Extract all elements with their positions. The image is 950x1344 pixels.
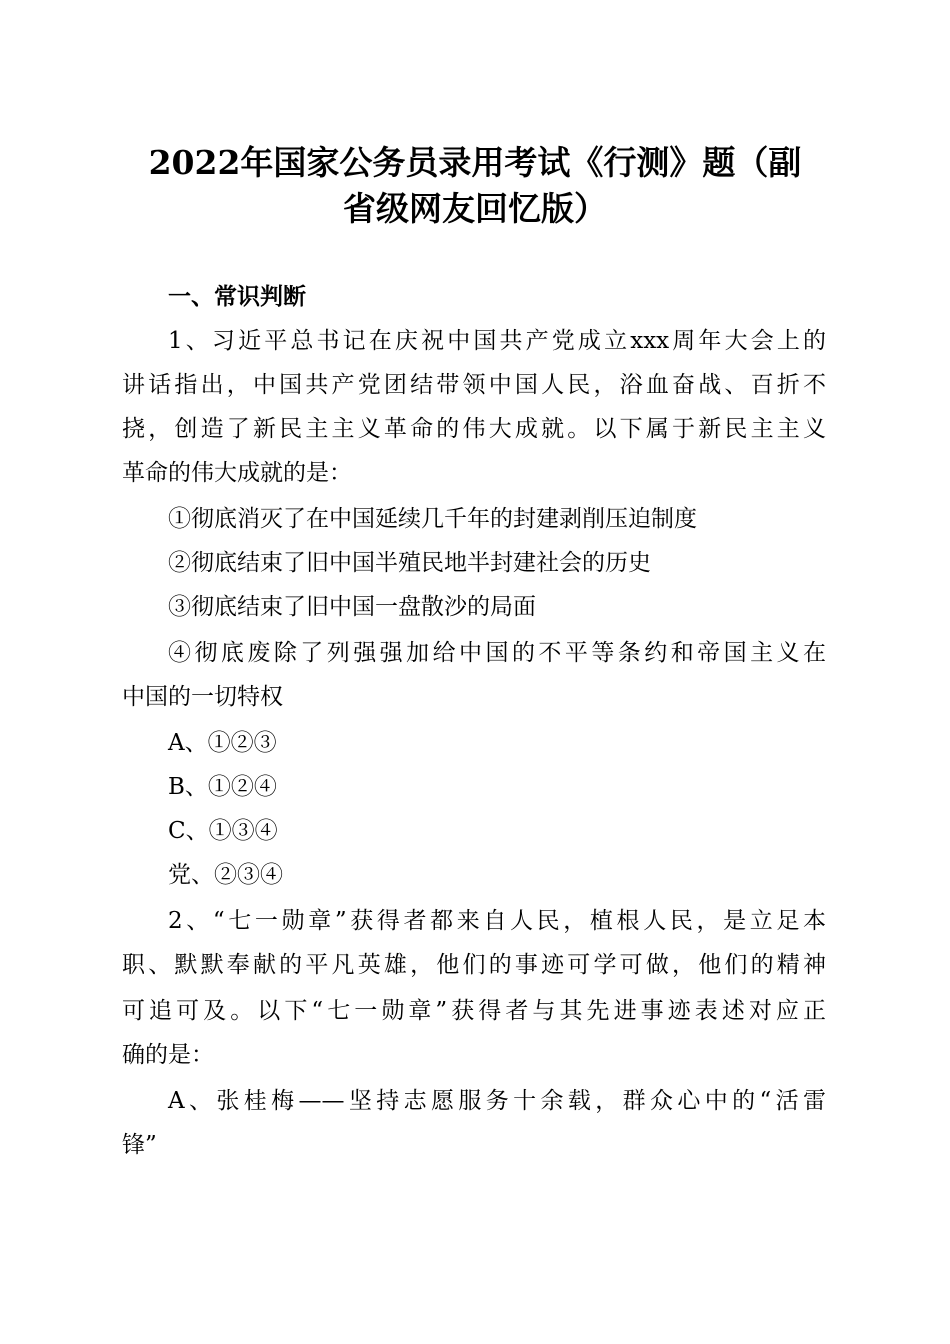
- question-2-text-line-3: 可追可及。以下“七一勋章”获得者与其先进事迹表述对应正: [122, 998, 826, 1024]
- question-1-text-line-3: 挠，创造了新民主主义革命的伟大成就。以下属于新民主主义: [122, 416, 826, 442]
- question-2-option-a-line-2: 锋”: [122, 1132, 157, 1158]
- document-title-line-1: 2022年国家公务员录用考试《行测》题（副: [148, 143, 802, 182]
- question-1-statement-3: ③彻底结束了旧中国一盘散沙的局面: [168, 594, 536, 620]
- question-1-statement-1: ①彻底消灭了在中国延续几千年的封建剥削压迫制度: [168, 506, 697, 532]
- question-1-option-b: B、①②④: [168, 774, 277, 800]
- question-1-text-line-4: 革命的伟大成就的是：: [122, 460, 352, 486]
- question-1-option-a: A、①②③: [168, 730, 277, 756]
- question-2-option-a-line-1: A、张桂梅——坚持志愿服务十余载，群众心中的“活雷: [168, 1088, 826, 1114]
- question-2-text-line-4: 确的是：: [122, 1042, 214, 1068]
- document-title-line-2: 省级网友回忆版）: [343, 189, 607, 228]
- question-2-text-line-2: 职、默默奉献的平凡英雄，他们的事迹可学可做，他们的精神: [122, 952, 826, 978]
- question-1-text-line-1: 1、习近平总书记在庆祝中国共产党成立xxx周年大会上的: [168, 328, 826, 354]
- section-heading: 一、常识判断: [168, 284, 306, 310]
- question-1-statement-4-line-1: ④彻底废除了列强强加给中国的不平等条约和帝国主义在: [168, 640, 826, 666]
- question-1-option-c: C、①③④: [168, 818, 278, 844]
- question-1-statement-4-line-2: 中国的一切特权: [122, 684, 283, 710]
- question-1-statement-2: ②彻底结束了旧中国半殖民地半封建社会的历史: [168, 550, 651, 576]
- question-1-option-d: 党、②③④: [168, 862, 283, 888]
- question-2-text-line-1: 2、“七一勋章”获得者都来自人民，植根人民，是立足本: [168, 908, 826, 934]
- question-1-text-line-2: 讲话指出，中国共产党团结带领中国人民，浴血奋战、百折不: [122, 372, 826, 398]
